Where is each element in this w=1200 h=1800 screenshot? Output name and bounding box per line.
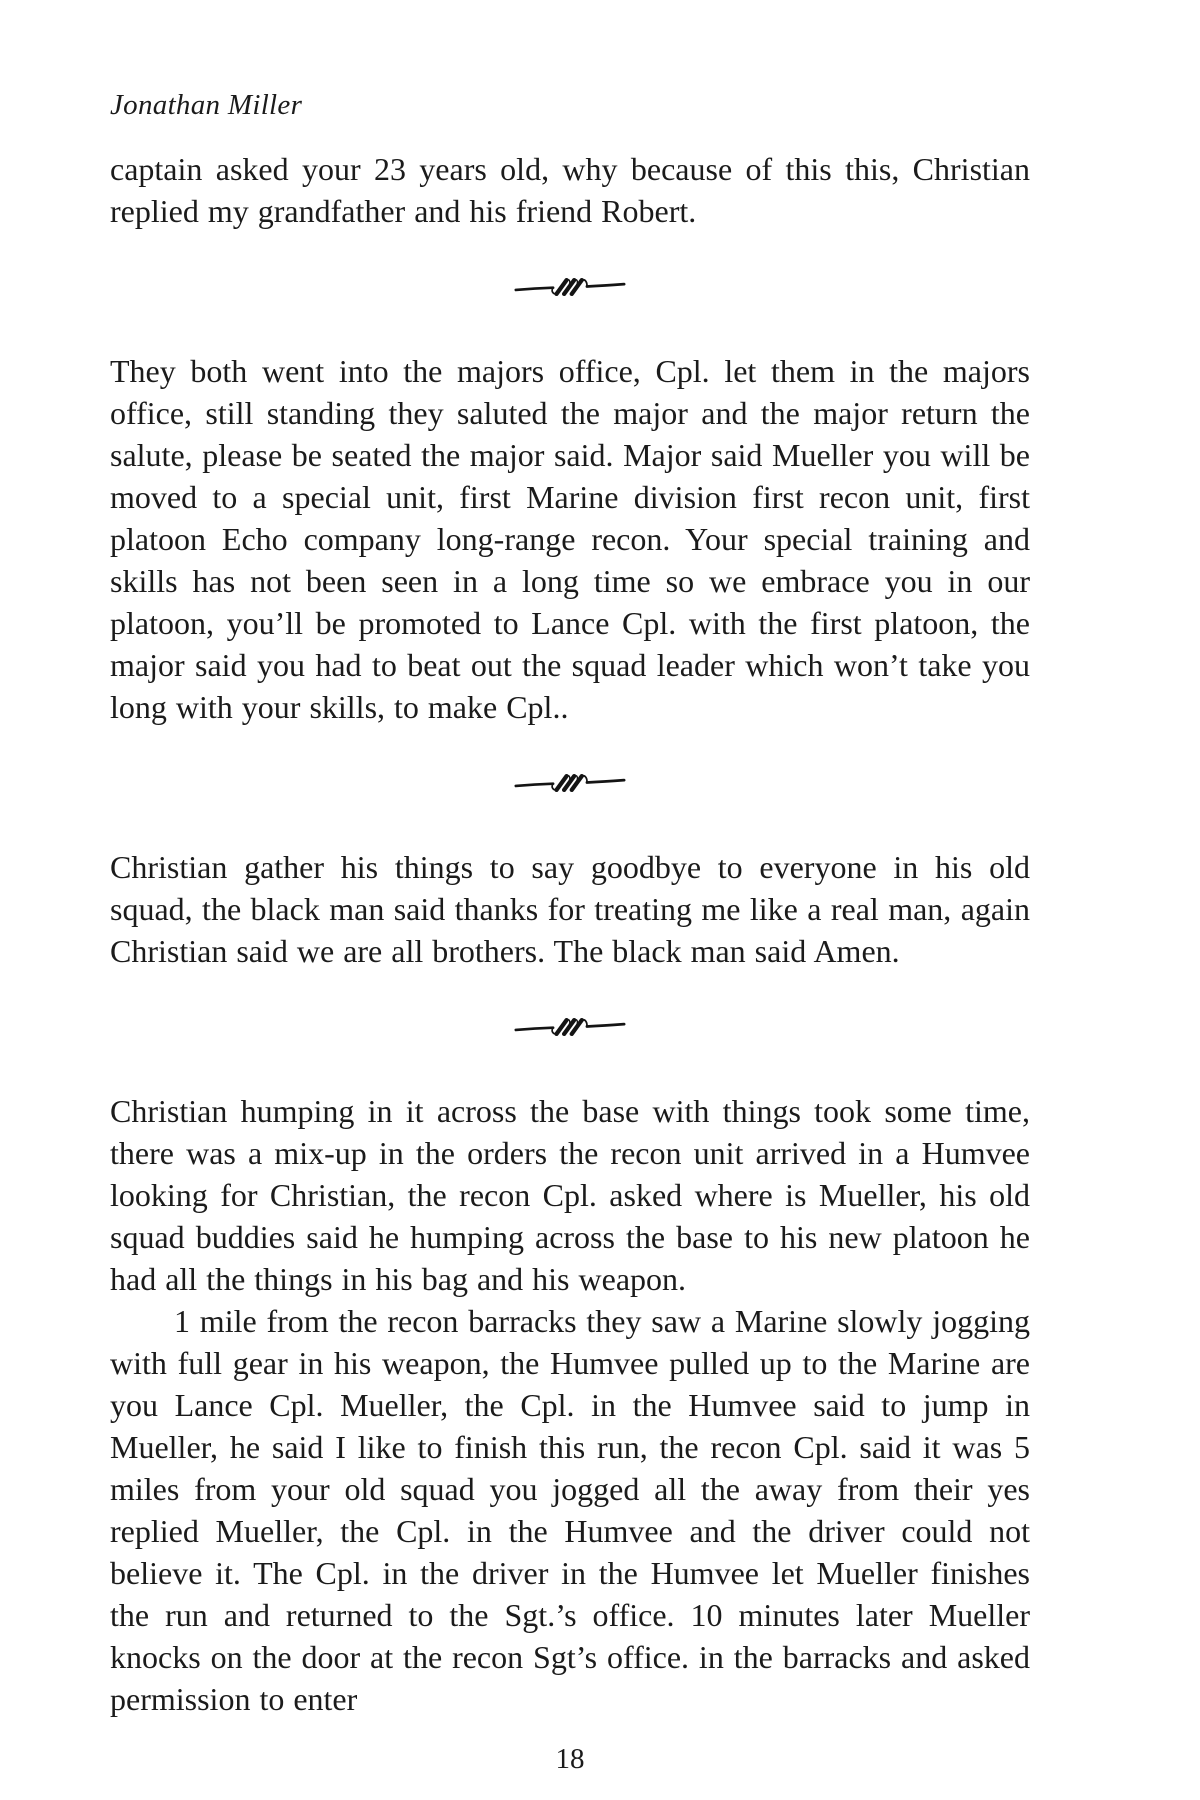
scene-break-ornament: [508, 1016, 632, 1038]
running-header: Jonathan Miller: [110, 89, 303, 121]
paragraph: Christian humping in it across the base with things took some time, there was a mix-up in the orders the recon unit arrived in a Humvee looking for Christian, the recon Cpl. asked where is Mueller, his old squad buddies said he humping across the base to his new platoon he had all the things in his bag and his weapon.: [110, 1093, 1030, 1297]
scene-break-ornament: [508, 772, 632, 794]
paragraph: 1 mile from the recon barracks they saw a Marine slowly jogging with full gear in his weapon, the Humvee pulled up to the Marine are you Lance Cpl. Mueller, the Cpl. in the Humvee said to jump in Mueller, he said I like to finish this run, the recon Cpl. said it was 5 miles from your old squad you jogged all the away from their yes replied Mueller, the Cpl. in the Humvee and the driver could not believe it. The Cpl. in the driver in the Humvee let Mueller finishes the run and returned to the Sgt.’s office. 10 minutes later Mueller knocks on the door at the recon Sgt’s office. in the barracks and asked permission to enter: [110, 1303, 1030, 1717]
text-blocks: [110, 122, 1030, 1720]
paragraph: captain asked your 23 years old, why because of this this, Christian replied my grandfather and his friend Robert.: [110, 151, 1030, 229]
paragraph: They both went into the majors office, Cpl. let them in the majors office, still standing they saluted the major and the major return the salute, please be seated the major said. Major said Mueller you will be moved to a special unit, first Marine division first recon unit, first platoon Echo company long-range recon. Your special training and skills has not been seen in a long time so we embrace you in our platoon, you’ll be promoted to Lance Cpl. with the first platoon, the major said you had to beat out the squad leader which won’t take you long with your skills, to make Cpl..: [110, 353, 1030, 725]
squiggle-icon: [508, 1016, 632, 1038]
page-footer: [110, 1742, 1030, 1776]
squiggle-icon: [508, 276, 632, 298]
squiggle-icon: [508, 772, 632, 794]
page-number: 18: [555, 1743, 585, 1775]
paragraph: Christian gather his things to say goodbye to everyone in his old squad, the black man said thanks for treating me like a real man, again Christian said we are all brothers. The black man said Amen.: [110, 849, 1030, 969]
scene-break-ornament: [508, 276, 632, 298]
